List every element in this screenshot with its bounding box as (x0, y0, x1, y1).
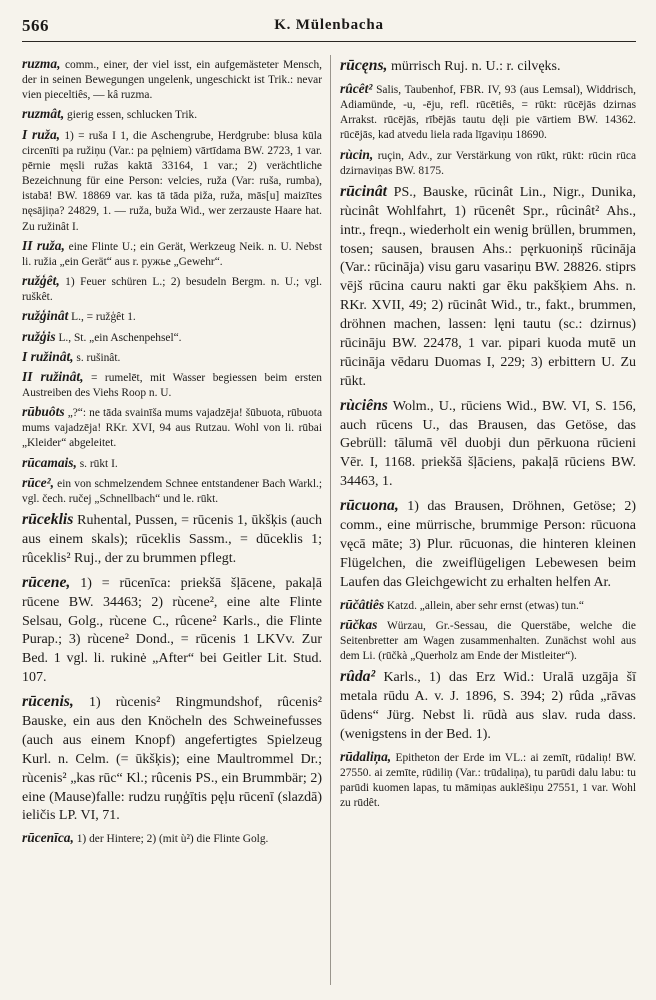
entry-headword: rūdaliņa, (340, 748, 392, 764)
entry-definition: „?“: ne tāda svainīša mums vajadzēja! šūbuota, rūbuota mums vajadzēja! RKr. XVI, 94 aus Rutzau. Wohl von li. rūbai „Kleider“ abgeleitet. (22, 407, 322, 450)
entry-definition: Salis, Taubenhof, FBR. IV, 93 (aus Lemsal), Widdrisch, Adiamünde, -u, -ēju, refl. rūcētiês, = rūkt: rūcējās dzirnas Arrakst. rūcējās, rībējās tautu dęļi pie vārtiem BW. 14362. rūcējās, kad atvedu liela rada līgaviņu 18690. (340, 83, 636, 142)
entry-definition: Katzd. „allein, aber sehr ernst (etwas) tun.“ (384, 599, 584, 612)
entry-headword: rūčâtiês (340, 596, 385, 612)
entry-definition: 1) Feuer schüren L.; 2) besudeln Bergm. n. U.; vgl. ruškêt. (22, 276, 322, 304)
entry-definition: 1) der Hintere; 2) (mit ù²) die Flinte Golg. (73, 833, 269, 846)
entry-definition: 1) das Brausen, Dröhnen, Getöse; 2) comm., eine mürrische, brummige Person: rūcuona vęcā māte; 3) Plur. rūcuonas, die hinteren kleinen Flügelchen, die zweiflügeligen Lebewesen beim Laufen das Gleichgewicht zu erhalten helfen Ar. (340, 499, 636, 590)
entry-headword: rūceklis (22, 511, 74, 529)
entry-definition: Ruhental, Pussen, = rūcenis 1, ūkšķis (auch aus einem skals); rūceklis Sassm., = dūceklis 1; rûceklis² Ruj., der zu brummen pflegt. (22, 513, 322, 566)
entry-definition: 1) = ruša I 1, die Aschengrube, Herdgrube: blusa kūla circenīti pa ružiņu (Var.: pa pęlniem) vārtīdama BW. 2723, 1 var. pērnie męsli ružas kaktā 33164, 1 var.; 2) verächtliche Bezeichnung für eine Person: velcies, ruža (Var: ruša, rumba), istabā! BW. 18869 var. kas tā tāda piža, ruža, mās[u] maizītes nęsājiņa? 24829, 1. — ruža, buža Wid., wer zerzauste Haare hat. Zu ružinât I. (22, 129, 322, 233)
entry-definition: = rumelēt, mit Wasser begiessen beim ersten Austreiben des Viehs Roop n. U. (22, 371, 322, 399)
column-divider (330, 55, 331, 985)
dictionary-entry (22, 829, 322, 847)
entry-headword: rūcamais, (22, 454, 77, 470)
dictionary-entry (340, 146, 636, 179)
entry-headword: rūcenis, (22, 693, 74, 711)
dictionary-entry (22, 307, 322, 325)
dictionary-entry (340, 616, 636, 664)
entry-headword: ruzmât, (22, 106, 65, 122)
entry-headword: rùcin, (340, 146, 374, 162)
entry-definition: L., = ružģêt 1. (68, 311, 136, 324)
dictionary-entry (340, 666, 636, 745)
entry-headword: ružģis (22, 328, 56, 344)
dictionary-entry (22, 272, 322, 305)
right-column (340, 55, 636, 813)
entry-definition: gierig essen, schlucken Trik. (64, 109, 198, 122)
entry-headword: II ružinât, (22, 368, 84, 384)
entry-definition: s. rūkt I. (76, 457, 118, 470)
left-column (22, 55, 322, 849)
dictionary-entry (22, 572, 322, 688)
dictionary-entry (340, 495, 636, 592)
entry-definition: eine Flinte U.; ein Gerät, Werkzeug Neik. n. U. Nebst li. ružia „ein Gerät“ aus r. ружье „Gewehr“. (22, 240, 322, 268)
entry-definition: s. rušinât. (73, 351, 121, 364)
entry-headword: rūcuona, (340, 497, 399, 515)
entry-headword: I ružinât, (22, 348, 74, 364)
entry-definition: L., St. „ein Aschenpehsel“. (55, 331, 182, 344)
dictionary-entry (340, 80, 636, 144)
dictionary-entry (22, 328, 322, 346)
entry-definition: ein von schmelzendem Schnee entstandener Bach Warkl.; vgl. čech. ručej „Schnellbach“ und le. rūkt. (22, 477, 322, 505)
entry-headword: I ruža, (22, 126, 61, 142)
dictionary-entry (22, 55, 322, 103)
dictionary-entry (340, 596, 636, 614)
entry-headword: rūcęns, (340, 57, 388, 74)
dictionary-entry (22, 403, 322, 451)
entry-headword: II ruža, (22, 237, 65, 253)
dictionary-entry (340, 181, 636, 392)
dictionary-entry (22, 105, 322, 123)
entry-definition: PS., Bauske, rūcinât Lin., Nigr., Dunika, rùcinât Wohlfahrt, 1) rūcenêt Spr., rûcinât² Ahs., intr., freqn., wiederholt ein wenig brüllen, brummen, tosen; sausen, brausen Ahs.: pęrkuoniņš rūcināja (Var.: rūcināja) visu garu vasariņu BW. 28826. stiprs vējš rūcina cauru nakti gar ēku pakšķiem Ahs. n. RKr. XVII, 49; 2) rūcinât Wid., tr., fakt., brummen, dröhnen machen, lassen: lęni tautu (sc.: dzirnus) rūcināju BW. 22478, 1 var. pipari kuoda mutē un rūcināja vēdaru Duomas I, 229; 3) erbittern U. Zu rūkt. (340, 184, 636, 389)
entry-definition: mürrisch Ruj. n. U.: r. cilvęks. (387, 59, 561, 74)
entry-headword: rūce², (22, 474, 55, 490)
entry-definition: Würzau, Gr.-Sessau, die Querstäbe, welche die Seitenbretter am Wagen zusammenhalten. Zunächst wohl aus dem Li. (rūčkà „Querholz am Ende der Mistleiter“). (340, 619, 636, 662)
entry-headword: rûcêt² (340, 80, 373, 96)
entry-headword: rūcinât (340, 182, 388, 200)
entry-headword: ružģinât (22, 308, 69, 324)
running-title: K. Mülenbacha (274, 17, 384, 33)
entry-headword: rūcenīca, (22, 830, 74, 846)
entry-definition: 1) = rūcenīca: priekšā šļācene, pakaļā rūcene BW. 34463; 2) rùcene², eine alte Flinte Selsau, Golg., rùcene C., rûcene² Karls., die Flinte Purap.; 3) rùcene² Dond., = rūcenis 1 LKVv. Zur Bed. 1 vgl. li. rukinė „After“ bei Geitler Lit. Stud. 107. (22, 575, 322, 686)
dictionary-entry (22, 454, 322, 472)
dictionary-entry (340, 395, 636, 492)
entry-definition: Wolm., U., rūciens Wid., BW. VI, S. 156, auch rūcens U., das Brausen, das Getöse, das Gebrüll: tālumā vēl duobji dun pērkuona rūcieni Vēr. I, 1168. priekšā šļāciens, pakaļā rūciens BW. 34463, 1. (340, 398, 636, 490)
dictionary-entry (340, 55, 636, 77)
entry-headword: ružģêt, (22, 273, 60, 289)
dictionary-entry (22, 509, 322, 569)
entry-definition: Epitheton der Erde im VL.: ai zemīt, rūdaliņ! BW. 27550. ai zemīte, rūdiliņ (Var.: trūdaliņa), tu parūdi dalu labu: tu parūdi kuomen lapas, tu māmiņas auklēšiņu 27551, 1 var. Wohl zu rūdêt. (340, 751, 636, 810)
entry-definition: Karls., 1) das Erz Wid.: Uralā uzgāja šī metala rūdu A. v. J. 1896, S. 394; 2) rûda „rāvas ūdens“ Jürg. Nebst li. rūdà aus slav. ruda dass. (wenigstens in der Bed. 1). (340, 670, 636, 742)
entry-headword: rūčkas (340, 616, 378, 632)
entry-headword: rūbuôts (22, 404, 65, 420)
dictionary-entry (22, 126, 322, 235)
entry-definition: comm., einer, der viel isst, ein aufgemästeter Mensch, der in seinen Bewegungen ungelenk, ungeschickt ist Trik.: nevar vien pieceltiês, — kâ ruzma. (22, 59, 322, 102)
entry-definition: ruçin, Adv., zur Verstärkung von rūkt, rūkt: rūcin rūca dzirnaviņas BW. 8175. (340, 149, 636, 177)
dictionary-entry (22, 691, 322, 826)
entry-headword: ruzma, (22, 56, 61, 71)
dictionary-entry (22, 368, 322, 401)
dictionary-entry (22, 348, 322, 366)
entry-headword: rûda² (340, 668, 376, 686)
dictionary-entry (22, 237, 322, 270)
entry-headword: rūcene, (22, 573, 71, 591)
dictionary-entry (340, 748, 636, 812)
dictionary-entry (22, 474, 322, 507)
page-number: 566 (22, 16, 49, 35)
entry-headword: rùciêns (340, 396, 388, 414)
page-header (22, 16, 636, 42)
entry-definition: 1) rùcenis² Ringmundshof, rûcenis² Bauske, ein aus den Knöcheln des Schweinefusses (auch aus einem Knopf) angefertigtes Spielzeug Kurl. n. Celm. (= ūkšķis); eine Maultrommel Dr.; rùcenis² „kas rūc“ Kl.; rûcenis PS., ein Brummbär; 2) eine (Mause)falle: rudzu ruņģītis pęļu rūcenī (slazdā) ieličis LP. VI, 71. (22, 695, 322, 824)
